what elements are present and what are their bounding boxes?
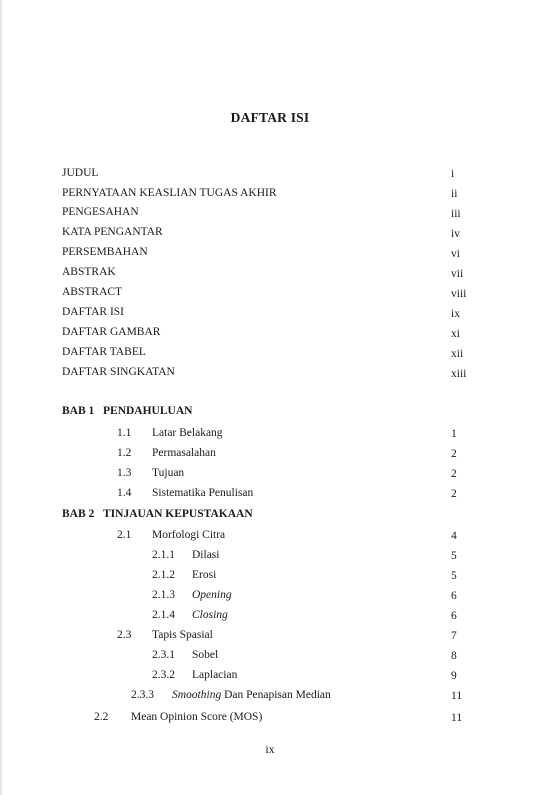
section-number: 1.2 <box>117 447 132 459</box>
section-page: 2 <box>451 468 457 480</box>
section-page: 2 <box>451 448 457 460</box>
toc-entry-label: KATA PENGANTAR <box>62 226 163 238</box>
subsection-number: 2.1.4 <box>152 609 175 621</box>
section-page: 2 <box>451 488 457 500</box>
subsection-title-italic: Smoothing <box>172 689 222 701</box>
subsection-title: Opening <box>192 589 232 601</box>
section-number: 1.3 <box>117 467 132 479</box>
subsection-number: 2.3.1 <box>152 649 175 661</box>
toc-entry-page: ii <box>451 188 458 200</box>
subsection-number: 2.3.2 <box>152 669 175 681</box>
toc-entry-label: JUDUL <box>62 167 99 179</box>
toc-entry-page: viii <box>451 288 467 300</box>
toc-entry-label: PENGESAHAN <box>62 206 139 218</box>
section-number: 2.1 <box>117 529 132 541</box>
section-title: Latar Belakang <box>152 427 223 439</box>
toc-entry-page: vii <box>451 268 464 280</box>
subsection-number: 2.1.1 <box>152 549 175 561</box>
section-title: Permasalahan <box>152 447 216 459</box>
subsection-title: Dilasi <box>192 549 220 561</box>
section-number: 1.1 <box>117 427 132 439</box>
section-title: Morfologi Citra <box>152 529 226 541</box>
toc-entry-label: DAFTAR ISI <box>62 306 125 318</box>
subsection-page: 11 <box>451 690 463 702</box>
subsection-number: 2.1.3 <box>152 589 175 601</box>
toc-entry-label: PERNYATAAN KEASLIAN TUGAS AKHIR <box>62 187 277 199</box>
section-title: Tapis Spasial <box>152 629 213 641</box>
toc-entry-page: xii <box>451 348 464 360</box>
section-page: 1 <box>451 428 457 440</box>
toc-entry-label: DAFTAR SINGKATAN <box>62 366 175 378</box>
section-title: Sistematika Penulisan <box>152 487 254 499</box>
subsection-number: 2.3.3 <box>131 689 154 701</box>
toc-entry-page: i <box>451 168 455 180</box>
toc-entry-page: iii <box>451 208 461 220</box>
toc-entry-page: xi <box>451 328 460 340</box>
section-page: 11 <box>451 712 463 724</box>
toc-entry-label: PERSEMBAHAN <box>62 246 148 258</box>
subsection-page: 5 <box>451 550 457 562</box>
subsection-title-rest: Dan Penapisan Median <box>221 689 331 701</box>
toc-entry-label: ABSTRAK <box>62 266 116 278</box>
page-title: DAFTAR ISI <box>230 110 310 125</box>
subsection-page: 6 <box>451 590 457 602</box>
subsection-title: Erosi <box>192 569 217 581</box>
toc-entry-label: DAFTAR GAMBAR <box>62 326 161 338</box>
toc-entry-page: ix <box>451 308 460 320</box>
section-page: 7 <box>451 630 457 642</box>
subsection-page: 8 <box>451 650 457 662</box>
toc-entry-label: DAFTAR TABEL <box>62 346 146 358</box>
section-page: 4 <box>451 530 457 542</box>
toc-entry-page: xiii <box>451 368 467 380</box>
subsection-title <box>172 688 331 702</box>
chapter-number: BAB 1 <box>62 405 95 417</box>
toc-entry-label: ABSTRACT <box>62 286 123 298</box>
page-number: ix <box>265 742 275 756</box>
subsection-number: 2.1.2 <box>152 569 175 581</box>
chapter-title: PENDAHULUAN <box>103 405 193 417</box>
section-number: 2.3 <box>117 629 132 641</box>
subsection-page: 9 <box>451 670 457 682</box>
toc-entry-page: iv <box>451 228 460 240</box>
section-title: Tujuan <box>152 467 185 479</box>
toc-entry-page: vi <box>451 248 460 260</box>
section-number: 1.4 <box>117 487 132 499</box>
subsection-title: Laplacian <box>192 669 238 681</box>
subsection-page: 5 <box>451 570 457 582</box>
chapter-title: TINJAUAN KEPUSTAKAAN <box>103 508 253 520</box>
chapter-number: BAB 2 <box>62 508 95 520</box>
section-number: 2.2 <box>94 711 109 723</box>
subsection-title: Sobel <box>192 649 219 661</box>
section-title: Mean Opinion Score (MOS) <box>131 711 263 723</box>
subsection-title: Closing <box>192 609 228 621</box>
subsection-page: 6 <box>451 610 457 622</box>
